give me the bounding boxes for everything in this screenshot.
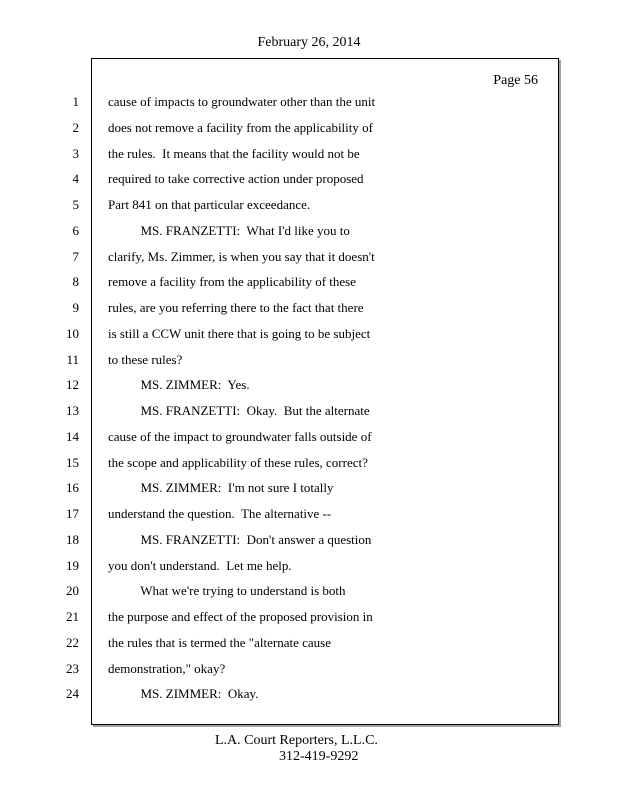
line-text: understand the question. The alternative -- [108,506,332,521]
line-text: you don't understand. Let me help. [108,558,292,573]
transcript-date: February 26, 2014 [257,35,361,50]
line-number: 13 [66,403,79,418]
line-number: 7 [72,249,79,264]
line-text: MS. ZIMMER: I'm not sure I totally [108,480,334,495]
line-text: MS. FRANZETTI: Don't answer a question [108,532,372,547]
line-text: cause of impacts to groundwater other than the unit [108,94,376,109]
line-number: 22 [66,635,79,650]
line-number: 9 [72,300,79,315]
page-number: Page 56 [493,73,538,88]
line-text: required to take corrective action under proposed [108,171,364,186]
line-number: 10 [66,326,79,341]
line-text: demonstration," okay? [108,661,226,676]
line-text: the scope and applicability of these rules, correct? [108,455,368,470]
line-text: the rules. It means that the facility would not be [108,146,360,161]
line-text: to these rules? [108,352,183,367]
line-number: 12 [66,377,79,392]
line-number: 23 [66,661,79,676]
line-text: cause of the impact to groundwater falls outside of [108,429,372,444]
line-text: clarify, Ms. Zimmer, is when you say that it doesn't [108,249,375,264]
line-text: rules, are you referring there to the fact that there [108,300,364,315]
line-number: 6 [72,223,79,238]
line-number: 17 [66,506,79,521]
line-number: 14 [66,429,79,444]
line-text: the purpose and effect of the proposed provision in [108,609,373,624]
line-text: Part 841 on that particular exceedance. [108,197,311,212]
line-text: MS. FRANZETTI: What I'd like you to [108,223,350,238]
line-number: 21 [66,609,79,624]
line-number: 19 [66,558,79,573]
line-text: is still a CCW unit there that is going to be subject [108,326,371,341]
line-text: MS. ZIMMER: Okay. [108,686,259,701]
line-number: 16 [66,480,79,495]
line-number: 20 [66,583,79,598]
line-number: 4 [72,171,79,186]
line-text: MS. ZIMMER: Yes. [108,377,250,392]
line-number: 5 [72,197,79,212]
line-text: What we're trying to understand is both [108,583,346,598]
line-number: 15 [66,455,79,470]
line-text: MS. FRANZETTI: Okay. But the alternate [108,403,370,418]
line-number: 3 [72,146,79,161]
reporter-phone: 312-419-9292 [279,749,359,764]
line-number: 2 [72,120,79,135]
line-number: 8 [72,274,79,289]
line-text: remove a facility from the applicability of these [108,274,356,289]
reporter-company: L.A. Court Reporters, L.L.C. [215,733,378,748]
line-text: does not remove a facility from the applicability of [108,120,373,135]
line-number: 24 [66,686,79,701]
line-number: 11 [66,352,79,367]
line-number: 1 [72,94,79,109]
line-text: the rules that is termed the "alternate cause [108,635,331,650]
line-number: 18 [66,532,79,547]
